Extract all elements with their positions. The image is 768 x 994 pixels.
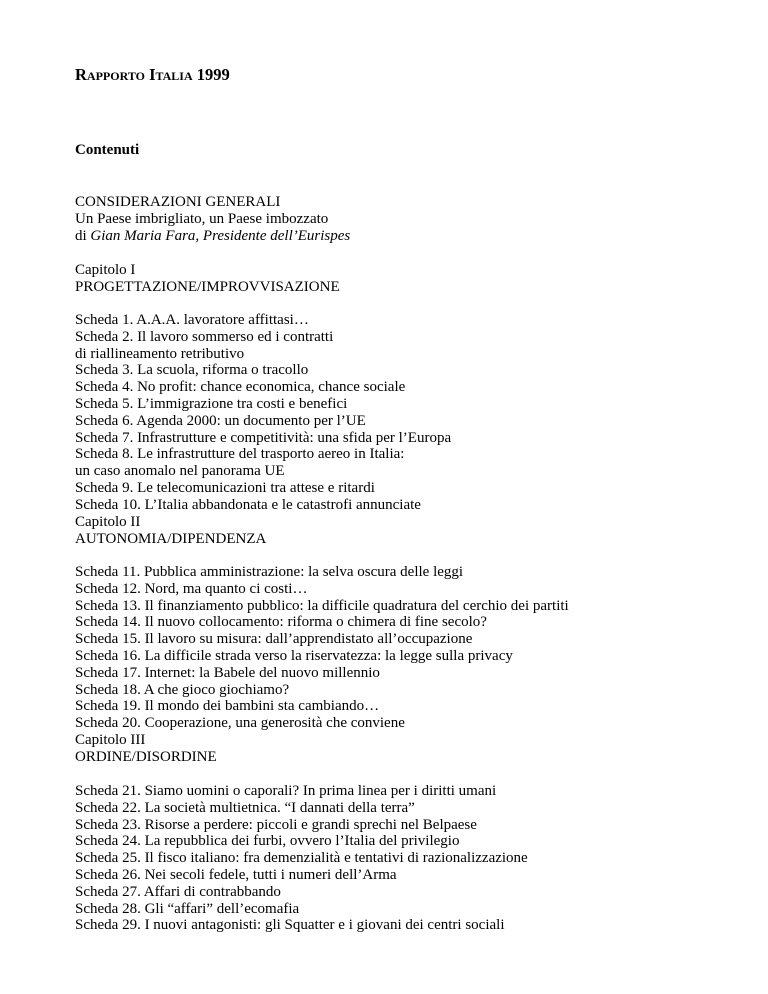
document-title-year: 1999 (196, 65, 230, 84)
intro-heading: CONSIDERAZIONI GENERALI (75, 194, 281, 210)
toc-entry: Scheda 9. Le telecomunicazioni tra attese e ritardi (75, 479, 375, 496)
toc-entry: Scheda 8. Le infrastrutture del trasporto aereo in Italia: (75, 446, 405, 463)
toc-entry: Scheda 2. Il lavoro sommerso ed i contratti (75, 328, 334, 345)
toc-entry: Scheda 25. Il fisco italiano: fra demenzialità e tentativi di razionalizzazione (75, 850, 528, 867)
toc-entry: Scheda 11. Pubblica amministrazione: la selva oscura delle leggi (75, 564, 464, 580)
toc-entry: Scheda 10. L’Italia abbandonata e le catastrofi annunciate (75, 496, 421, 513)
intro-section (75, 194, 350, 244)
intro-author: Gian Maria Fara, Presidente dell’Eurispes (90, 227, 351, 244)
toc-entry: Scheda 28. Gli “affari” dell’ecomafia (75, 900, 300, 917)
chapter-title: ORDINE/DISORDINE (75, 748, 217, 765)
chapter-label: Capitolo I (75, 262, 136, 278)
chapter-2-header (75, 514, 266, 548)
toc-entry: Scheda 17. Internet: la Babele del nuovo millennio (75, 664, 380, 681)
toc-entry: Scheda 22. La società multietnica. “I dannati della terra” (75, 799, 415, 816)
toc-entry: di riallineamento retributivo (75, 345, 245, 362)
toc-entry: Scheda 21. Siamo uomini o caporali? In prima linea per i diritti umani (75, 783, 497, 799)
document-title (75, 65, 748, 85)
toc-entry: Scheda 3. La scuola, riforma o tracollo (75, 362, 309, 379)
intro-subtitle: Un Paese imbrigliato, un Paese imbozzato (75, 210, 329, 227)
toc-entry: Scheda 19. Il mondo dei bambini sta cambiando… (75, 698, 380, 715)
toc-entry: Scheda 23. Risorse a perdere: piccoli e grandi sprechi nel Belpaese (75, 816, 477, 833)
contents-heading: Contenuti (75, 142, 140, 158)
toc-entry: Scheda 1. A.A.A. lavoratore affittasi… (75, 312, 309, 328)
chapter-label: Capitolo III (75, 732, 146, 748)
toc-entry: Scheda 12. Nord, ma quanto ci costi… (75, 580, 308, 597)
toc-entry: Scheda 4. No profit: chance economica, chance sociale (75, 379, 406, 396)
document-title-text: Rapporto Italia (75, 65, 193, 84)
chapter-2-list (75, 564, 569, 732)
toc-entry: Scheda 13. Il finanziamento pubblico: la difficile quadratura del cerchio dei partiti (75, 597, 569, 614)
toc-entry: Scheda 15. Il lavoro su misura: dall’apprendistato all’occupazione (75, 631, 473, 648)
chapter-1-header (75, 262, 340, 296)
toc-entry: un caso anomalo nel panorama UE (75, 463, 285, 480)
chapter-label: Capitolo II (75, 514, 141, 530)
chapter-3-header (75, 732, 217, 766)
chapter-title: PROGETTAZIONE/IMPROVVISAZIONE (75, 278, 340, 295)
toc-entry: Scheda 27. Affari di contrabbando (75, 883, 281, 900)
intro-author-line (75, 228, 350, 245)
chapter-3-list (75, 783, 528, 934)
toc-entry: Scheda 5. L’immigrazione tra costi e benefici (75, 395, 348, 412)
toc-entry: Scheda 14. Il nuovo collocamento: riforma o chimera di fine secolo? (75, 614, 487, 631)
toc-entry: Scheda 16. La difficile strada verso la riservatezza: la legge sulla privacy (75, 647, 513, 664)
toc-entry: Scheda 29. I nuovi antagonisti: gli Squatter e i giovani dei centri sociali (75, 917, 505, 934)
chapter-title: AUTONOMIA/DIPENDENZA (75, 530, 267, 547)
chapter-1-list (75, 312, 451, 514)
toc-entry: Scheda 6. Agenda 2000: un documento per l’UE (75, 412, 366, 429)
toc-entry: Scheda 26. Nei secoli fedele, tutti i numeri dell’Arma (75, 866, 397, 883)
toc-entry: Scheda 7. Infrastrutture e competitività: una sfida per l’Europa (75, 429, 452, 446)
toc-entry: Scheda 18. A che gioco giochiamo? (75, 681, 290, 698)
toc-entry: Scheda 20. Cooperazione, una generosità che conviene (75, 715, 405, 732)
intro-author-prefix: di (75, 227, 91, 244)
toc-entry: Scheda 24. La repubblica dei furbi, ovvero l’Italia del privilegio (75, 833, 460, 850)
